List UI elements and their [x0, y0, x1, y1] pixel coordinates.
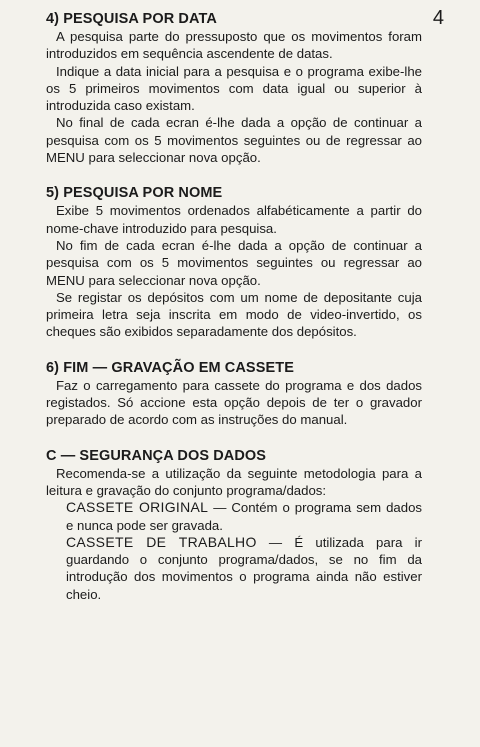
section-heading: 6) FIM — GRAVAÇÃO EM CASSETE	[46, 359, 294, 376]
section-heading: C — SEGURANÇA DOS DADOS	[46, 447, 267, 464]
paragraph: No fim de cada ecran é-lhe dada a opção de continuar a pesquisa com os 5 movimentos seguintes ou regressar ao MENU para seleccionar nova opção.	[46, 237, 422, 288]
paragraph: No final de cada ecran é-lhe dada a opção de continuar a pesquisa com os 5 movimentos seguintes ou de regressar ao MENU para seleccionar nova opção.	[46, 115, 422, 166]
page-number: 4	[432, 7, 444, 29]
paragraph: A pesquisa parte do pressuposto que os movimentos foram introduzidos em sequência ascendente de datas.	[46, 29, 422, 62]
paragraph: Exibe 5 movimentos ordenados alfabéticamente a partir do nome-chave introduzido para pesquisa.	[46, 203, 422, 236]
list-item-cassete-original	[66, 499, 422, 534]
section-heading: 5) PESQUISA POR NOME	[46, 185, 223, 202]
paragraph: Se registar os depósitos com um nome de depositante cuja primeira letra seja inscrita em modo de video-invertido, os cheques são exibidos separadamente dos depósitos.	[46, 289, 422, 340]
section-pesquisa-por-nome	[46, 184, 422, 340]
paragraph: Faz o carregamento para cassete do programa e dos dados registados. Só accione esta opção depois de ter o gravador preparado de acordo com as instruções do manual.	[46, 377, 422, 428]
section-fim-gravacao	[46, 359, 422, 429]
item-lead: CASSETE ORIGINAL	[66, 499, 209, 516]
page-body	[46, 10, 422, 603]
section-pesquisa-por-data	[46, 10, 422, 166]
item-lead: CASSETE DE TRABALHO	[66, 533, 257, 550]
section-seguranca-dados	[46, 447, 422, 603]
item-text: — Contém o programa sem dados e nunca pode ser gravada.	[66, 500, 422, 533]
paragraph: Indique a data inicial para a pesquisa e o programa exibe-lhe os 5 primeiros movimentos com data igual ou superior à introduzida caso existam.	[46, 63, 422, 114]
paragraph: Recomenda-se a utilização da seguinte metodologia para a leitura e gravação do conjunto programa/dados:	[46, 465, 422, 498]
list-item-cassete-trabalho	[66, 534, 422, 603]
item-text: — É utilizada para ir guardando o conjunto programa/dados, se no fim da introdução dos movimentos o programa ainda não estiver cheio.	[66, 534, 422, 602]
section-heading: 4) PESQUISA POR DATA	[46, 11, 217, 27]
